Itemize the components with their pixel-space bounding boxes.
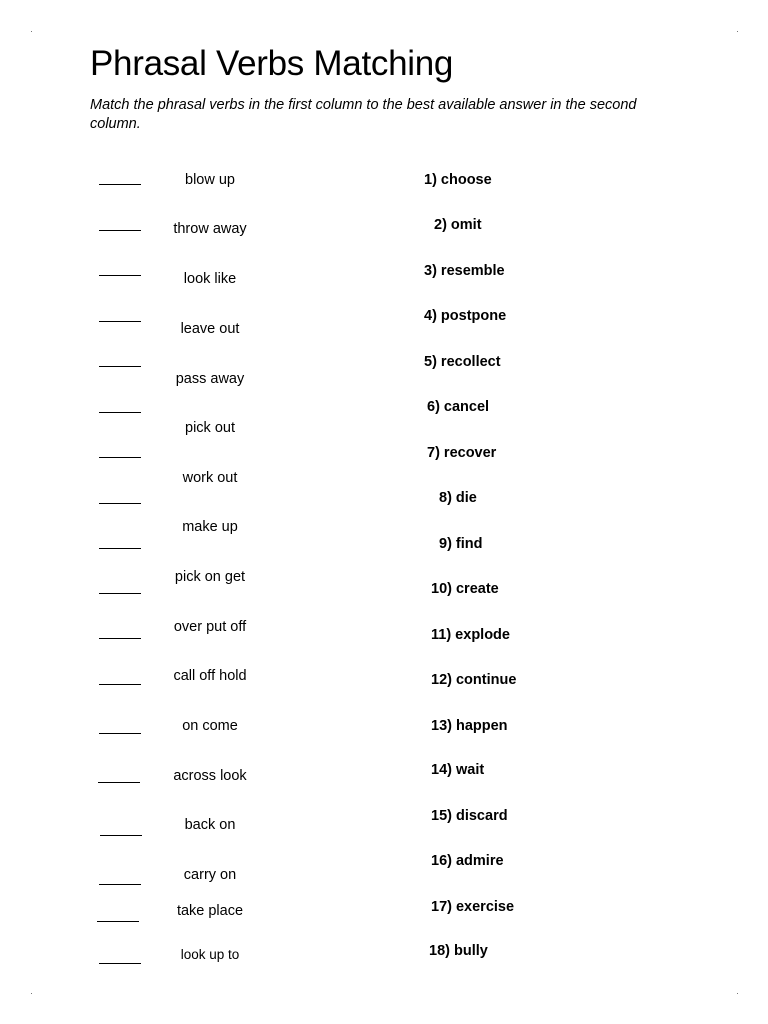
- phrasal-verb: pick out: [185, 420, 235, 436]
- phrasal-verb: call off hold: [173, 668, 247, 684]
- answer-blank[interactable]: [99, 684, 141, 685]
- answer-option: 8) die: [439, 490, 477, 506]
- phrasal-verb: take place: [176, 903, 244, 919]
- answer-option: 16) admire: [431, 853, 504, 869]
- answer-blank[interactable]: [99, 638, 141, 639]
- phrasal-verb: pick on get: [174, 569, 246, 585]
- answer-blank[interactable]: [99, 184, 141, 185]
- answer-option: 7) recover: [427, 445, 497, 461]
- answer-blank[interactable]: [99, 457, 141, 458]
- phrasal-verb: carry on: [183, 867, 237, 883]
- answer-blank[interactable]: [99, 412, 141, 413]
- answer-blank[interactable]: [97, 921, 139, 922]
- phrasal-verb: pass away: [175, 371, 245, 387]
- answer-blank[interactable]: [99, 321, 141, 322]
- answer-option: 13) happen: [431, 718, 508, 734]
- worksheet-title: Phrasal Verbs Matching: [90, 44, 454, 83]
- answer-blank[interactable]: [99, 733, 141, 734]
- phrasal-verb: on come: [182, 718, 238, 734]
- answer-option: 9) find: [439, 536, 483, 552]
- phrasal-verb: work out: [182, 470, 238, 486]
- corner-mark: [31, 31, 32, 32]
- phrasal-verb: make up: [182, 519, 238, 535]
- phrasal-verb: throw away: [173, 221, 247, 237]
- phrasal-verb: leave out: [180, 321, 240, 337]
- phrasal-verb: across look: [173, 768, 247, 784]
- answer-option: 3) resemble: [424, 263, 505, 279]
- phrasal-verb: back on: [184, 817, 236, 833]
- answer-option: 15) discard: [431, 808, 508, 824]
- answer-blank[interactable]: [99, 275, 141, 276]
- instructions: Match the phrasal verbs in the first column to the best available answer in the second column.: [90, 97, 637, 132]
- answer-blank[interactable]: [98, 782, 140, 783]
- answer-blank[interactable]: [99, 366, 141, 367]
- phrasal-verb: over put off: [173, 619, 247, 635]
- answer-option: 12) continue: [431, 672, 517, 688]
- answer-blank[interactable]: [99, 884, 141, 885]
- answer-option: 11) explode: [431, 627, 510, 643]
- answer-blank[interactable]: [99, 230, 141, 231]
- answer-blank[interactable]: [99, 963, 141, 964]
- phrasal-verb: look like: [183, 271, 237, 287]
- answer-option: 14) wait: [431, 762, 485, 778]
- answer-option: 17) exercise: [431, 899, 515, 915]
- corner-mark: [31, 993, 32, 994]
- answer-option: 1) choose: [424, 172, 492, 188]
- answer-option: 4) postpone: [424, 308, 507, 324]
- answer-option: 5) recollect: [424, 354, 501, 370]
- phrasal-verb: blow up: [185, 172, 235, 188]
- corner-mark: [737, 31, 738, 32]
- answer-option: 18) bully: [429, 943, 488, 959]
- answer-option: 10) create: [431, 581, 499, 597]
- answer-blank[interactable]: [99, 503, 141, 504]
- answer-blank[interactable]: [100, 835, 142, 836]
- answer-option: 6) cancel: [427, 399, 490, 415]
- answer-blank[interactable]: [99, 548, 141, 549]
- answer-blank[interactable]: [99, 593, 141, 594]
- corner-mark: [737, 993, 738, 994]
- answer-option: 2) omit: [434, 217, 482, 233]
- phrasal-verb: look up to: [180, 947, 240, 962]
